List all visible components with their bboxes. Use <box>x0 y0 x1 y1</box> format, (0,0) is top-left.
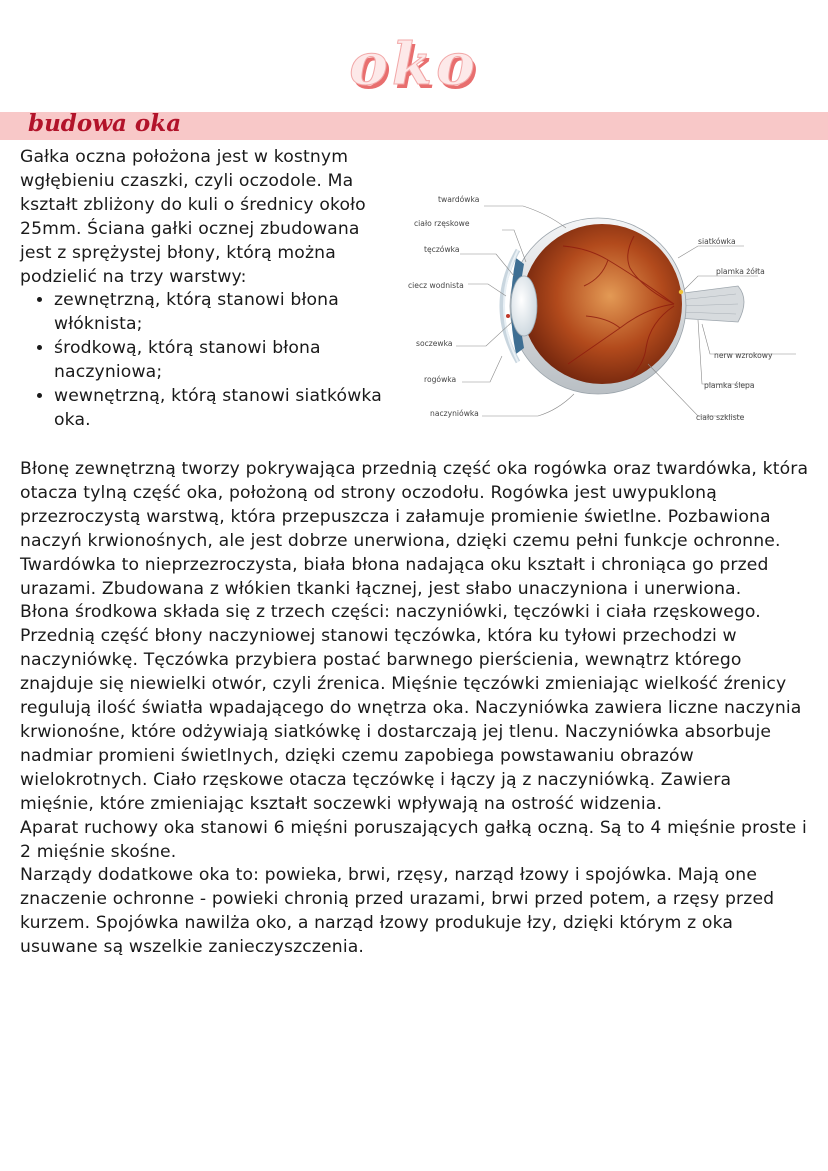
label-cialo-szkliste: ciało szkliste <box>696 413 745 422</box>
label-plamka-zolta: plamka żółta <box>716 267 765 276</box>
label-naczyniowka: naczyniówka <box>430 409 479 418</box>
pupil-dot <box>506 314 510 318</box>
eye-anatomy-diagram <box>398 188 798 438</box>
label-teczowka: tęczówka <box>424 245 460 254</box>
paragraph-middle-layer: Błona środkowa składa się z trzech części: naczyniówki, tęczówki i ciała rzęskowego. Przednią część błony naczyniowej stanowi tęczówka, która ku tyłowi przechodzi w naczyniówkę. Tęczówka przybiera postać barwnego pierścienia, wewnątrz którego znajduje się niewielki otwór, czyli źrenica. Mięśnie tęczówki zmieniając wielkość źrenicy regulują ilość światła wpadającego do wnętrza oka. Naczyniówka zawiera liczne naczynia krwionośne, które odżywiają siatkówkę i dostarczają jej tlenu. Naczyniówka absorbuje nadmiar promieni świetlnych, dzięki czemu zapobiega powstawaniu obrazów wielokrotnych. Ciało rzęskowe otacza tęczówkę i łączy ją z naczyniówką. Zawiera mięśnie, które zmieniając kształt soczewki wpływają na ostrość widzenia. <box>20 602 802 814</box>
eye-layers-list <box>20 289 392 432</box>
label-siatkowka: siatkówka <box>698 237 736 246</box>
paragraph-eye-muscles: Aparat ruchowy oka stanowi 6 mięśni poruszających gałką oczną. Są to 4 mięśnie proste i 2 mięśnie skośne. <box>20 817 807 862</box>
label-plamka-slepa: plamka ślepa <box>704 381 755 390</box>
label-twardowka: twardówka <box>438 195 480 204</box>
list-item: • zewnętrzną, którą stanowi błona włóknista; <box>54 289 392 337</box>
section-title: budowa oka <box>28 110 182 137</box>
list-item: • wewnętrzną, którą stanowi siatkówka oka. <box>54 385 392 433</box>
label-cialo-rzeskowe: ciało rzęskowe <box>414 219 470 228</box>
label-rogowka: rogówka <box>424 375 457 384</box>
list-item: • środkową, którą stanowi błona naczyniowa; <box>54 337 392 385</box>
lens-shape <box>511 276 537 336</box>
intro-text-block <box>20 146 392 433</box>
label-ciecz-wodnista: ciecz wodnista <box>408 281 464 290</box>
page-title: oko <box>349 30 479 98</box>
label-nerw-wzrokowy: nerw wzrokowy <box>714 351 773 360</box>
paragraph-accessory-organs: Narządy dodatkowe oka to: powieka, brwi, rzęsy, narząd łzowy i spojówka. Mają one znaczenie ochronne - powieki chronią przed urazami, brwi przed potem, a rzęsy przed kurzem. Spojówka nawilża oko, a narząd łzowy produkuje łzy, dzięki którym z oka usuwane są wszelkie zanieczyszczenia. <box>20 865 775 958</box>
fundus-interior <box>522 224 682 384</box>
eye-cross-section-illustration <box>398 188 798 438</box>
fovea-dot <box>679 290 683 294</box>
paragraph-outer-layer: Błonę zewnętrzną tworzy pokrywająca przednią część oka rogówka oraz twardówka, która otacza tylną część oka, położoną od strony oczodołu. Rogówka jest uwypukloną przezroczystą warstwą, która przepuszcza i załamuje promienie świetlne. Pozbawiona naczyń krwionośnych, ale jest dobrze unerwiona, dzięki czemu pełni funkcje ochronne. Twardówka to nieprzezroczysta, biała błona nadająca oku kształt i chroniąca go przed urazami. Zbudowana z włókien tkanki łącznej, jest słabo unaczyniona i unerwiona. <box>20 459 809 599</box>
label-soczewka: soczewka <box>416 339 453 348</box>
intro-paragraph: Gałka oczna położona jest w kostnym wgłębieniu czaszki, czyli oczodole. Ma kształt zbliżony do kuli o średnicy około 25mm. Ściana gałki ocznej zbudowana jest z sprężystej błony, którą można podzielić na trzy warstwy: <box>20 147 366 287</box>
main-text-block <box>20 458 810 960</box>
